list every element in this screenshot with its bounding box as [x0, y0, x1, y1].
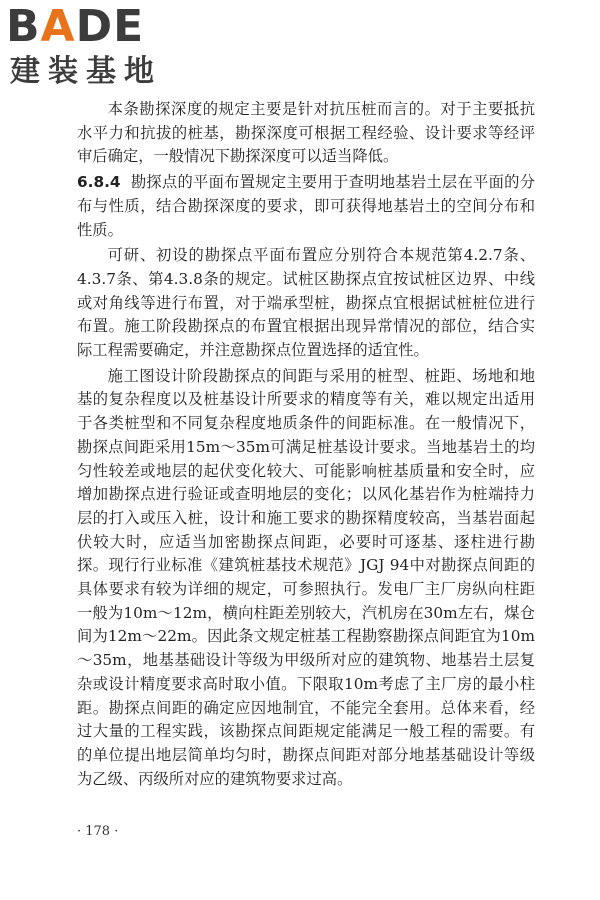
logo-letters-de: DE: [75, 1, 145, 52]
page-number: · 178 ·: [77, 824, 119, 839]
section-text: 勘探点的平面布置规定主要用于查明地基岩土层在平面的分布与性质，结合勘探深度的要求，即可获得地基岩土的空间分布和性质。: [77, 173, 535, 239]
logo-letter-a: A: [40, 1, 76, 52]
paragraph-spacing-requirements: 施工图设计阶段勘探点的间距与采用的桩型、桩距、场地和地基的复杂程度以及桩基设计所要求的精度等有关，难以规定出适用于各类桩型和不同复杂程度地质条件的间距标准。在一般情况下，勘探点间距采用15m～35m可满足桩基设计要求。当地基岩土的均匀性较差或地层的起伏变化较大、可能影响桩基质量和安全时，应增加勘探点进行验证或查明地层的变化；以风化基岩作为桩端持力层的打入或压入桩，设计和施工要求的勘探精度较高，当基岩面起伏较大时，应适当加密勘探点间距，必要时可逐基、逐柱进行勘探。现行行业标准《建筑桩基技术规范》JGJ 94中对勘探点间距的具体要求有较为详细的规定，可参照执行。发电厂主厂房纵向柱距一般为10m～12m，横向柱距差别较大，汽机房在30m左右，煤仓间为12m～22m。因此条文规定桩基工程勘察勘探点间距宜为10m～35m，地基基础设计等级为甲级所对应的建筑物、地基岩土层复杂或设计精度要求高时取小值。下限取10m考虑了主厂房的最小柱距。勘探点间距的确定应因地制宜，不能完全套用。总体来看，经过大量的工程实践，该勘探点间距规定能满足一般工程的需要。有的单位提出地层简单均匀时，勘探点间距对部分地基基础设计等级为乙级、丙级所对应的建筑物要求过高。: [77, 366, 535, 788]
paragraph-depth-note: 本条勘探深度的规定主要是针对抗压桩而言的。对于主要抵抗水平力和抗拔的桩基，勘探深度可根据工程经验、设计要求等经评审后确定，一般情况下勘探深度可以适当降低。: [77, 100, 535, 166]
logo-wordmark: [6, 2, 144, 52]
paragraph-layout-requirements: 可研、初设的勘探点平面布置应分别符合本规范第4.2.7条、4.3.7条、第4.3.8条的规定。试桩区勘探点宜按试桩区边界、中线或对角线等进行布置，对于端承型桩，勘探点宜根据试桩桩位进行布置。施工阶段勘探点的布置宜根据出现异常情况的部位，结合实际工程需要确定，并注意勘探点位置选择的适宜性。: [77, 246, 535, 360]
logo-letter-b: B: [6, 1, 41, 52]
brand-logo: [6, 2, 181, 94]
section-number: 6.8.4: [77, 173, 121, 192]
document-body: [77, 98, 535, 793]
logo-subtitle: 建装基地: [10, 54, 162, 89]
paragraph-section-6-8-4: [77, 171, 535, 242]
